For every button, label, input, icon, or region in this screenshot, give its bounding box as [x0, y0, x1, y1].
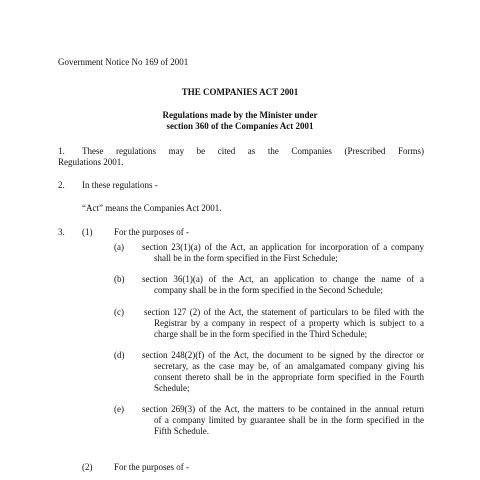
paragraph-text: For the purposes of -: [114, 227, 189, 237]
regulations-title-line1: Regulations made by the Minister under: [162, 110, 318, 120]
definition-act: “Act” means the Companies Act 2001.: [82, 203, 222, 213]
item-text-line: charge shall be in the form specified in the Third Schedule;: [154, 329, 368, 339]
item-text-line: Registrar by a company in respect of a property which is subject to a: [154, 318, 424, 328]
item-text-line: section 127 (2) of the Act, the statement of particulars to be filed with the: [144, 307, 424, 317]
item-label: (d): [114, 350, 125, 360]
item-label: (a): [114, 242, 124, 252]
item-text-line: company shall be in the form specified in the Second Schedule;: [154, 285, 383, 295]
notice-number: Government Notice No 169 of 2001: [58, 57, 189, 67]
paragraph-text: In these regulations -: [82, 180, 158, 190]
item-text-line: secretary, as the case may be, of an amalgamated company giving his: [154, 361, 424, 371]
item-text-line: section 248(2)(f) of the Act, the document to be signed by the director or: [142, 350, 424, 360]
paragraph-number: 1.: [58, 146, 65, 156]
item-label: (e): [114, 404, 124, 414]
item-text-line: consent thereto shall be in the appropriate form specified in the Fourth: [154, 372, 424, 382]
paragraph-number: 3.: [58, 227, 65, 237]
regulations-title-line2: section 360 of the Companies Act 2001: [166, 121, 314, 131]
paragraph-text-line: Regulations 2001.: [58, 157, 124, 167]
item-text-line: of a company limited by guarantee shall be in the form specified in the: [154, 415, 424, 425]
item-label: (c): [114, 307, 124, 317]
item-text-line: section 23(1)(a) of the Act, an application for incorporation of a company: [142, 242, 424, 252]
item-text-line: section 269(3) of the Act, the matters to be contained in the annual return: [142, 404, 424, 414]
item-label: (b): [114, 274, 125, 284]
paragraph-number: 2.: [58, 180, 65, 190]
item-text-line: shall be in the form specified in the First Schedule;: [154, 253, 338, 263]
item-text-line: Fifth Schedule.: [154, 426, 209, 436]
paragraph-text: For the purposes of -: [114, 462, 189, 472]
subparagraph-number: (1): [82, 227, 93, 237]
item-text-line: section 36(1)(a) of the Act, an application to change the name of a: [142, 274, 424, 284]
paragraph-text-line: These regulations may be cited as the Companies (Prescribed Forms): [82, 146, 424, 156]
act-title: THE COMPANIES ACT 2001: [181, 87, 299, 97]
item-text-line: Schedule;: [154, 383, 190, 393]
subparagraph-number: (2): [82, 462, 93, 472]
